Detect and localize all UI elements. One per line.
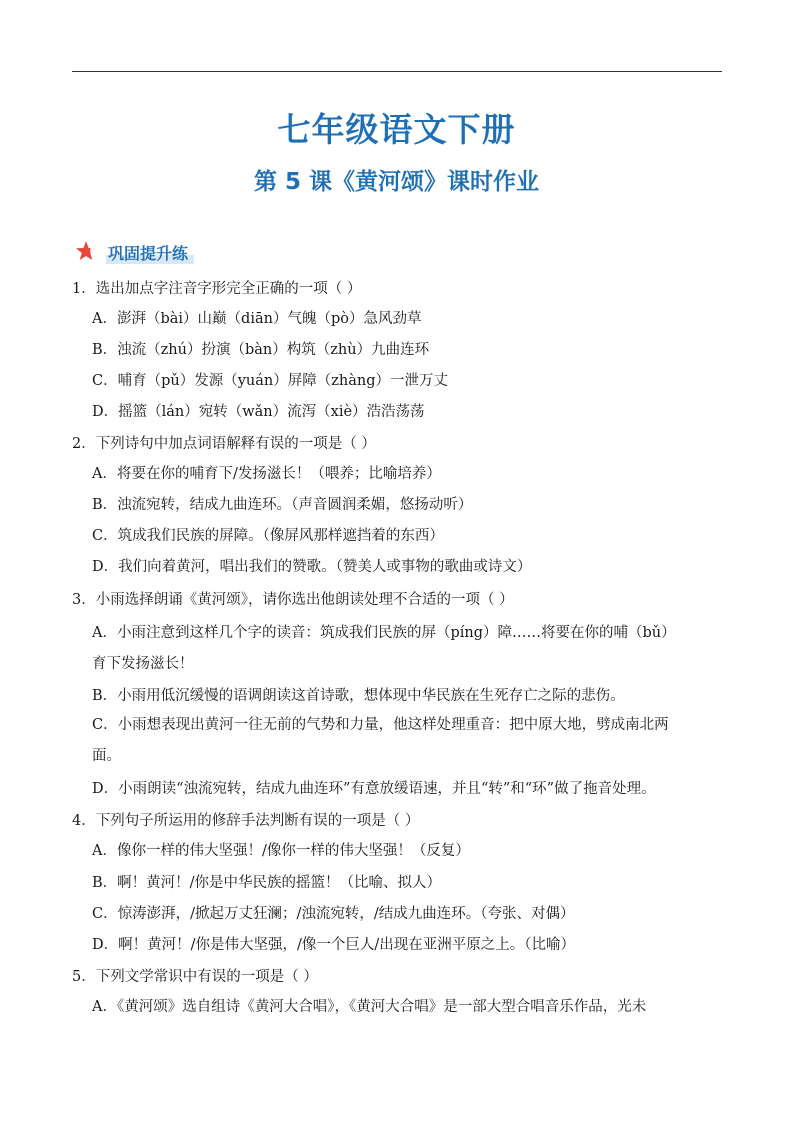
section-label: 巩固提升练 xyxy=(106,241,194,264)
q1-a-word3: 气魄（pò） xyxy=(287,311,364,327)
question-4-option-b: B．啊！黄河！/你是中华民族的摇篮！（比喻、拟人） xyxy=(92,875,442,891)
q1-d-word4: 浩浩荡荡 xyxy=(366,404,425,420)
star-icon xyxy=(76,240,102,264)
question-5-option-a: A．《黄河颂》选自组诗《黄河大合唱》，《黄河大合唱》是一部大型合唱音乐作品，光未 xyxy=(92,999,647,1015)
question-2-option-b: B．浊流宛转，结成九曲连环。（声音圆润柔媚，悠扬动听） xyxy=(92,497,473,513)
q1-b-word1: B．浊流（zhú） xyxy=(92,342,202,358)
question-1-option-b xyxy=(92,340,429,360)
question-1-option-a xyxy=(92,309,421,329)
q1-a-word2: 山巅（diān） xyxy=(197,311,288,327)
question-4-option-d: D．啊！黄河！/你是伟大坚强，/像一个巨人/出现在亚洲平原之上。（比喻） xyxy=(92,937,576,953)
question-1-option-d xyxy=(92,402,425,422)
question-3-option-a-cont: 育下发扬滋长！ xyxy=(92,656,194,672)
q1-d-word1: D．摇篮（lán） xyxy=(92,404,199,420)
question-3-stem: 3．小雨选择朗诵《黄河颂》，请你选出他朗读处理不合适的一项（ ） xyxy=(72,592,514,608)
section-heading xyxy=(76,238,194,266)
question-5-stem: 5．下列文学常识中有误的一项是（ ） xyxy=(72,969,318,985)
q1-c-word2: 发源（yuán） xyxy=(194,373,288,389)
question-4-option-c: C．惊涛澎湃，/掀起万丈狂澜；/浊流宛转，/结成九曲连环。（夸张、对偶） xyxy=(92,906,575,922)
q1-c-word4: 一泄万丈 xyxy=(389,373,448,389)
question-2-option-a: A．将要在你的哺育下/发扬滋长！（喂养；比喻培养） xyxy=(92,466,441,482)
q1-d-word3: 流泻（xiè） xyxy=(287,404,367,420)
page-subtitle: 第 5 课《黄河颂》课时作业 xyxy=(253,169,540,195)
question-3-option-c-cont: 面。 xyxy=(92,748,121,764)
question-1-option-c xyxy=(92,371,448,391)
question-4-stem: 4．下列句子所运用的修辞手法判断有误的一项是（ ） xyxy=(72,813,420,829)
q1-b-word3: 构筑（zhù） xyxy=(286,342,372,358)
q1-b-word2: 扮演（bàn） xyxy=(201,342,287,358)
page-title: 七年级语文下册 xyxy=(277,110,516,149)
q1-c-word1: C．哺育（pǔ） xyxy=(92,373,195,389)
question-3-option-a: A．小雨注意到这样几个字的读音：筑成我们民族的屏（píng）障……将要在你的哺（bǔ） xyxy=(92,625,676,641)
question-1-stem: 1．选出加点字注音字形完全正确的一项（ ） xyxy=(72,281,362,297)
q1-c-word3: 屏障（zhàng） xyxy=(287,373,390,389)
question-4-option-a: A．像你一样的伟大坚强！/像你一样的伟大坚强！（反复） xyxy=(92,843,470,859)
question-3-option-b: B．小雨用低沉缓慢的语调朗读这首诗歌，想体现中华民族在生死存亡之际的悲伤。 xyxy=(92,688,625,704)
q1-a-word4: 急风劲草 xyxy=(363,311,422,327)
question-3-option-c: C．小雨想表现出黄河一往无前的气势和力量，他这样处理重音：把中原大地，劈成南北两 xyxy=(92,717,669,733)
question-2-stem: 2．下列诗句中加点词语解释有误的一项是（ ） xyxy=(72,436,376,452)
question-3-option-d: D．小雨朗读“浊流宛转，结成九曲连环”有意放缓语速，并且“转”和“环”做了拖音处理。 xyxy=(92,781,656,797)
header-rule xyxy=(72,71,722,72)
q1-b-word4: 九曲连环 xyxy=(371,342,430,358)
q1-a-word1: A．澎湃（bài） xyxy=(92,311,198,327)
q1-d-word2: 宛转（wǎn） xyxy=(198,404,288,420)
question-2-option-d: D．我们向着黄河，唱出我们的赞歌。（赞美人或事物的歌曲或诗文） xyxy=(92,559,532,575)
question-2-option-c: C．筑成我们民族的屏障。（像屏风那样遮挡着的东西） xyxy=(92,528,444,544)
